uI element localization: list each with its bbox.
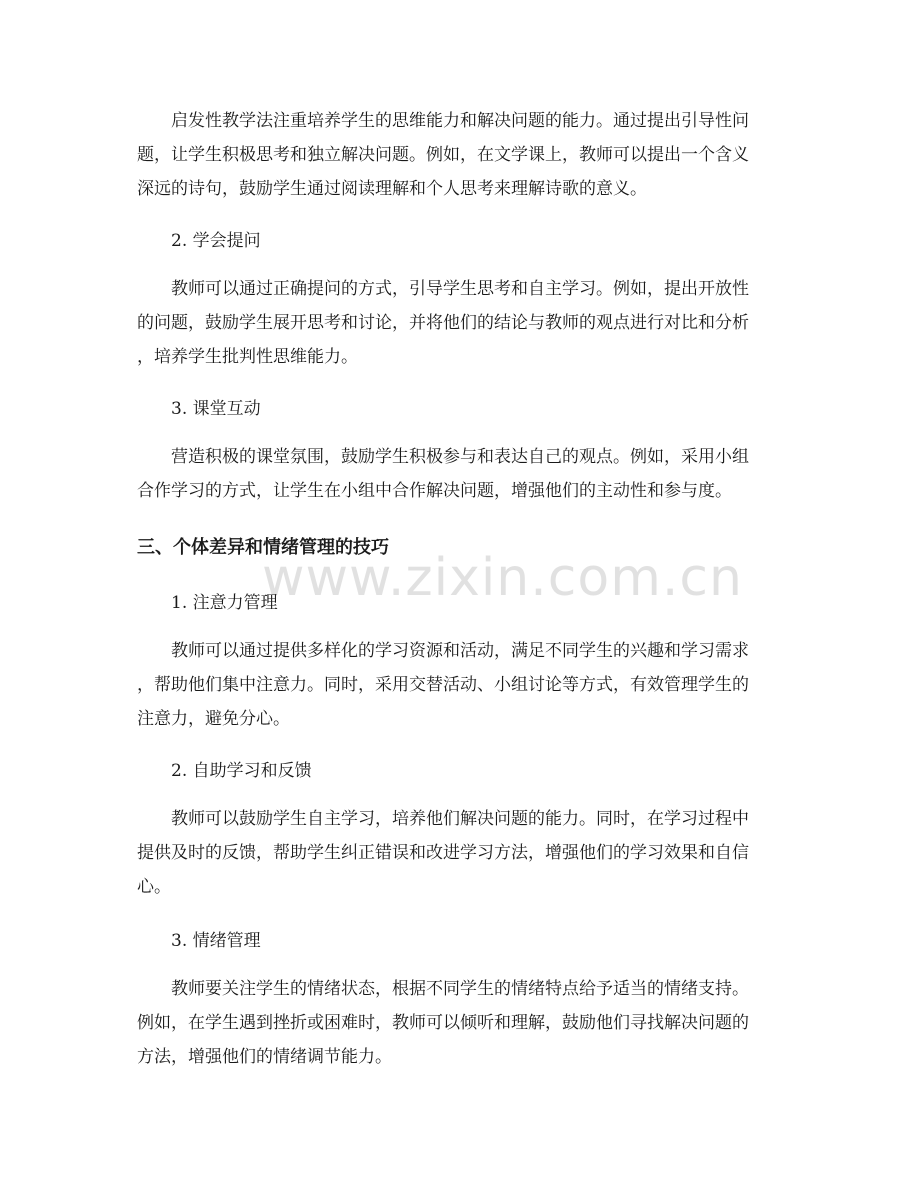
paragraph-line: 题，让学生积极思考和独立解决问题。例如，在文学课上，教师可以提出一个含义: [137, 145, 749, 165]
paragraph-line: 深远的诗句，鼓励学生通过阅读理解和个人思考来理解诗歌的意义。: [137, 179, 647, 199]
paragraph: [137, 634, 787, 736]
paragraph-line: 注意力，避免分心。: [137, 709, 290, 729]
paragraph-line: 例如，在学生遇到挫折或困难时，教师可以倾听和理解，鼓励他们寻找解决问题的: [137, 1013, 749, 1033]
paragraph-line: ，帮助他们集中注意力。同时，采用交替活动、小组讨论等方式，有效管理学生的: [137, 675, 749, 695]
paragraph: [137, 104, 787, 206]
paragraph-line: 的问题，鼓励学生展开思考和讨论，并将他们的结论与教师的观点进行对比和分析: [137, 313, 749, 333]
paragraph-line: 营造积极的课堂氛围，鼓励学生积极参与和表达自己的观点。例如，采用小组: [171, 447, 749, 467]
paragraph: [137, 272, 787, 374]
paragraph-line: 方法，增强他们的情绪调节能力。: [137, 1047, 392, 1067]
subheading: 1. 注意力管理: [171, 593, 278, 613]
paragraph-line: 合作学习的方式，让学生在小组中合作解决问题，增强他们的主动性和参与度。: [137, 481, 732, 501]
subheading: 2. 学会提问: [171, 231, 261, 251]
paragraph: [137, 440, 787, 508]
subheading: 3. 课堂互动: [171, 399, 261, 419]
section-heading: 三、个体差异和情绪管理的技巧: [137, 537, 389, 558]
paragraph-line: 教师可以通过提供多样化的学习资源和活动，满足不同学生的兴趣和学习需求: [171, 641, 749, 661]
paragraph-line: ，培养学生批判性思维能力。: [137, 347, 358, 367]
paragraph-line: 教师可以通过正确提问的方式，引导学生思考和自主学习。例如，提出开放性: [171, 279, 749, 299]
watermark: www.zixin.com.cn: [262, 548, 743, 608]
paragraph-line: 心。: [137, 877, 171, 897]
subheading: 3. 情绪管理: [171, 931, 261, 951]
subheading: 2. 自助学习和反馈: [171, 761, 312, 781]
paragraph-line: 启发性教学法注重培养学生的思维能力和解决问题的能力。通过提出引导性问: [171, 111, 749, 131]
paragraph: [137, 972, 787, 1074]
paragraph-line: 教师可以鼓励学生自主学习，培养他们解决问题的能力。同时，在学习过程中: [171, 809, 749, 829]
paragraph-line: 教师要关注学生的情绪状态，根据不同学生的情绪特点给予适当的情绪支持。: [171, 979, 749, 999]
paragraph-line: 提供及时的反馈，帮助学生纠正错误和改进学习方法，增强他们的学习效果和自信: [137, 843, 749, 863]
paragraph: [137, 802, 787, 904]
